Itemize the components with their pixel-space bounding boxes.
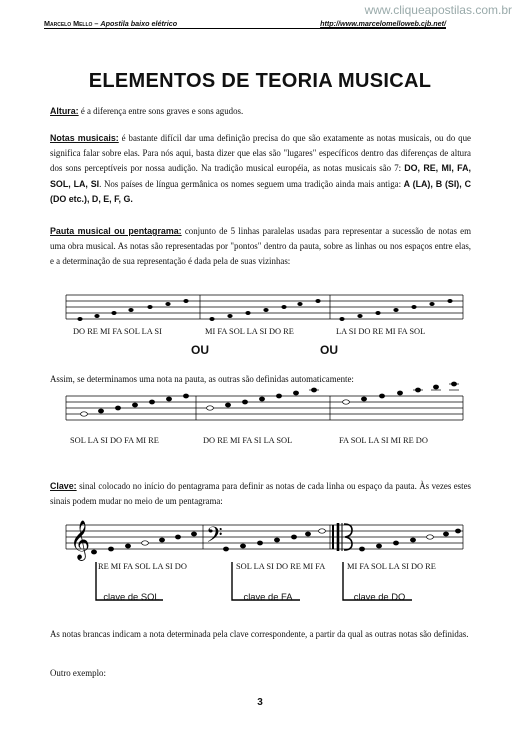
pauta-label: Pauta musical ou pentagrama: [50,226,182,236]
ou-label-2: OU [320,343,338,357]
brancas-paragraph: As notas brancas indicam a nota determinada pela clave correspondente, a partir da qual as outras notas são definidas. [50,629,469,639]
treble-clef-icon: 𝄞 [70,520,91,560]
clave-label: Clave: [50,481,77,491]
outro-paragraph: Outro exemplo: [50,668,106,678]
page-title: ELEMENTOS DE TEORIA MUSICAL [88,70,432,92]
pauta-text: conjunto de 5 linhas paralelas usadas para representar a sucessão de notas em uma obra musical. As notas são representadas por "pontos" dentro da pauta, sobre as linhas ou nos espaços entre elas, e a determinação de sua representação é dada pela de suas vizinhas: [50,226,471,267]
staff-3-labels-a: RE MI FA SOL LA SI DO [98,562,187,571]
header-url[interactable]: http://www.marcelomelloweb.cjb.net/ [320,19,446,28]
staff-2-labels-b: DO RE MI FA SI LA SOL [203,436,293,445]
bass-clef-icon: 𝄢 [206,523,223,553]
clave-do-label: clave de DO [353,591,406,602]
altura-label: Altura: [50,106,79,116]
staff-1-labels-a: DO RE MI FA SOL LA SI [73,327,162,336]
notas-text2: . Nos países de língua germânica os nomes seguem uma tradição ainda mais antiga: [99,178,404,189]
notas-label: Notas musicais: [50,133,119,143]
notas-names: DO, RE, MI, FA, SOL, LA, SI [50,163,471,189]
page-number: 3 [257,697,263,708]
staff-1-labels-c: LA SI DO RE MI FA SOL [336,327,426,336]
staff-1-notes [77,299,452,321]
clave-text: sinal colocado no início do pentagrama para definir as notas de cada linha ou espaço da pauta. Às vezes estes sinais podem mudar no meio de um pentagrama: [50,481,471,507]
ou-label-1: OU [191,343,209,357]
assim-paragraph: Assim, se determinamos uma nota na pauta, as outras são definidas automaticamente: [50,374,354,384]
header-separator: – [94,19,99,28]
clave-sol-label: clave de SOL [103,591,160,602]
altura-text: é a diferença entre sons graves e sons agudos. [78,106,244,116]
staff-3-labels-b: SOL LA SI DO RE MI FA [236,562,326,571]
staff-2-labels-c: FA SOL LA SI MI RE DO [339,436,428,445]
header-author: Marcelo Mello [44,19,93,28]
clave-paragraph [50,479,471,509]
notas-german: A (LA), B (SI), C (DO etc.), D, E, F, G. [50,178,471,204]
staff-2-labels-a: SOL LA SI DO FA MI RE [70,436,159,445]
staff-1-labels-b: MI FA SOL LA SI DO RE [205,327,294,336]
staff-1 [66,295,463,319]
watermark: www.cliqueapostilas.com.br [364,3,512,17]
clave-fa-label: clave de FA [243,591,293,602]
header-subtitle: Apostila baixo elétrico [100,19,178,28]
staff-3-notes [91,529,460,554]
notas-text1: é bastante difícil dar uma definição precisa do que são exatamente as notas musicais, ou do que significa falar sobre elas. Para nós aqui, basta dizer que elas são "lugares" específicos dentro das diferenças de altura dos sons perceptíveis por nossa audição. Na tradição musical européia, as notas musicais são 7: [50,133,471,174]
staff-3-labels-c: MI FA SOL LA SI DO RE [347,562,436,571]
